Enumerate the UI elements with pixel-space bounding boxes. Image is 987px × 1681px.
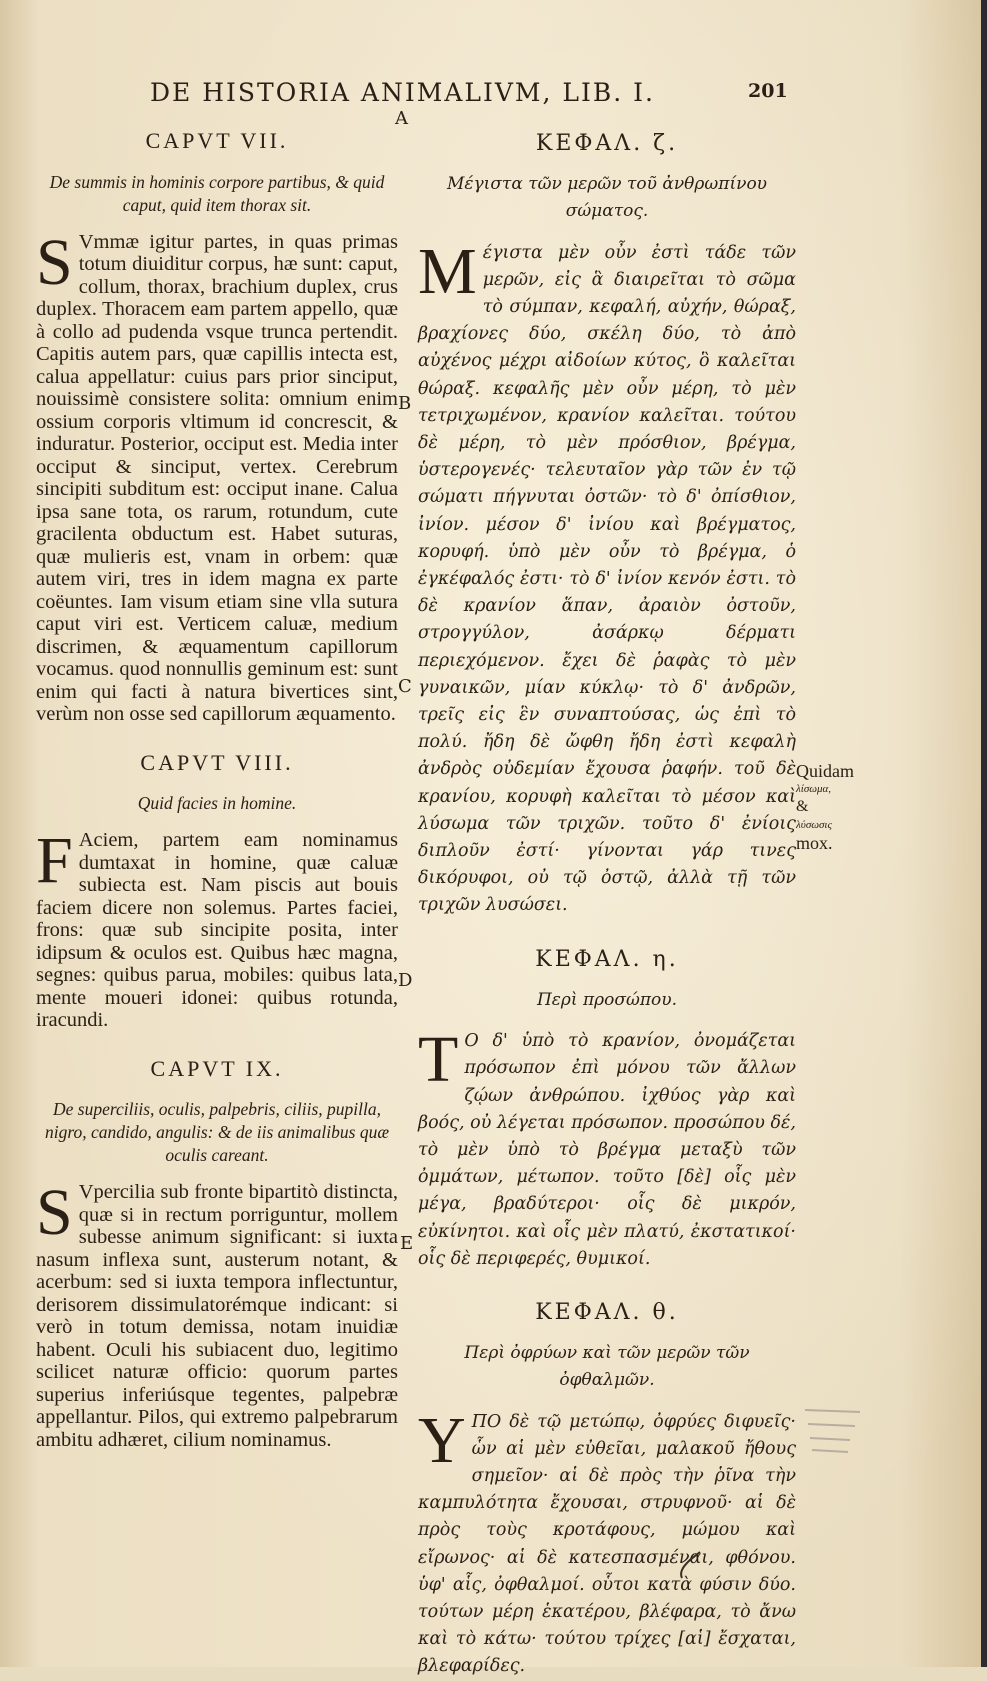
greek-chapter-9-title: ΚΕΦΑΛ. θ. — [535, 1299, 679, 1325]
latin-chapter-8-title: CAPVT VIII. — [140, 749, 294, 775]
latin-chapter-8-body — [36, 824, 398, 1032]
drop-capital: F — [36, 824, 73, 897]
greek-chapter-7-text: έγιστα μὲν οὖν ἐστὶ τάδε τῶν μερῶν, εἰς ἃ διαιρεῖται τὸ σῶμα τὸ σύμπαν, κεφαλή, αὐχήν, θώραξ, βραχίονες δύο, σκέλη δύο, τὸ ἀπὸ αὐχένος μέχρι αἰδοίων κύτος, ὃ καλεῖται θώραξ. κεφαλῆς μὲν οὖν μέρη, τὸ μὲν τετριχωμένον, κρανίον καλεῖται. τούτου δὲ μέρη, τὸ μὲν πρόσθιον, βρέγμα, ὑστερογενές· τελευταῖον γὰρ τῶν ἐν τῷ σώματι πήγνυται ὀστῶν· τὸ δ' ὀπίσθιον, ἰνίον. μέσον δ' ἰνίου καὶ βρέγματος, κορυφή. ὑπὸ μὲν οὖν τὸ βρέγμα, ὁ ἐγκέφαλός ἐστι· τὸ δ' ἰνίον κενόν ἐστι. τὸ δὲ κρανίον ἅπαν, ἀραιὸν ὀστοῦν, στρογγύλον, ἀσάρκῳ δέρματι περιεχόμενον. ἔχει δὲ ῥαφὰς τὸ μὲν γυναικῶν, μίαν κύκλῳ· τὸ δ' ἀνδρῶν, τρεῖς εἰς ἓν συναπτούσας, ὡς ἐπὶ τὸ πολύ. ἤδη δὲ ὤφθη ἤδη ἐστὶ κεφαλὴ ἀνδρὸς οὐδεμίαν ἔχουσα ῥαφήν. τοῦ δὲ κρανίου, κορυφὴ καλεῖται τὸ μέσον καὶ λύσωμα τῶν τριχῶν. τοῦτο δ' ἐνίοις διπλοῦν ἐστί· γίνονται γάρ τινες δικόρυφοι, οὐ τῷ ὀστῷ, ἀλλὰ τῇ τῶν τριχῶν λυσώσει. — [418, 242, 796, 916]
margin-note-ampersand: & — [796, 798, 809, 815]
running-title: DE HISTORIA ANIMALIVM, LIB. I. — [150, 78, 655, 107]
drop-capital: Μ — [418, 234, 477, 308]
margin-note-word: Quidam — [796, 761, 854, 781]
latin-chapter-9-body — [36, 1176, 398, 1451]
latin-chapter-9-subtitle: De superciliis, oculis, palpebris, ciliis, pupilla, nigro, candido, angulis: & de iis animalibus quæ oculis careant. — [44, 1099, 389, 1165]
margin-note-word: mox. — [796, 833, 833, 853]
marker-b: B — [398, 393, 412, 414]
latin-chapter-9-title: CAPVT IX. — [150, 1055, 284, 1081]
marker-d: D — [398, 970, 413, 991]
latin-chapter-7-text: Vmmæ igitur partes, in quas primas totum diuiditur corpus, hæ sunt: caput, collum, thorax, brachium duplex, crus duplex. Thoracem eam partem appello, quæ à collo ad pudenda vsque trunca pertendit. Capitis autem pars, quæ capillis intecta est, calua appellatur: cuius pars prior sinciput, nouissimè consistere solita: omnium enim ossium corporis vltimum id concrescit, & induratur. Posterior, occiput est. Media inter occiput & sinciput, vertex. Cerebrum sincipiti subditum est: occiput inane. Calua ipsa sane tota, os rarum, rotundum, cute gracilenta obductum est. Habet suturas, quæ mulieris est, vnam in orbem: quæ autem viri, tres in idem magna ex parte coëuntes. Iam visum etiam sine vlla sutura caput viri est. Verticem caluæ, medium discrimen, & æquamentum capillorum vocamus. quod nonnullis geminum est: sunt enim qui facti à natura bivertices sint, verùm non osse sed capillorum æquamento. — [36, 230, 398, 725]
latin-chapter-7-subtitle: De summis in hominis corpore partibus, & quid caput, quid item thorax sit. — [49, 171, 385, 215]
greek-chapter-9-text: ΠΟ δὲ τῷ μετώπῳ, ὀφρύες διφυεῖς· ὧν αἱ μὲν εὐθεῖαι, μαλακοῦ ἤθους σημεῖον· αἱ δὲ πρὸς τὴν ῥῖνα τὴν καμπυλότητα ἔχουσαι, στρυφνοῦ· αἱ δὲ πρὸς τοὺς κροτάφους, μώμου καὶ εἴρωνος· αἱ δὲ κατεσπασμέναι, φθόνου. ὑφ' αἷς, ὀφθαλμοί. οὗτοι κατὰ φύσιν δύο. τούτων μέρη ἑκατέρου, βλέφαρα, τὸ ἄνω καὶ τὸ κάτω· τούτου τρίχες [αἱ] ἔσχαται, βλεφαρίδες. — [418, 1411, 796, 1677]
drop-capital: Υ — [418, 1403, 466, 1477]
latin-chapter-8-subtitle: Quid facies in homine. — [137, 793, 297, 813]
drop-capital: S — [36, 225, 73, 299]
margin-note-greek: λίσωμα, — [796, 783, 832, 795]
greek-chapter-7-title: ΚΕΦΑΛ. ζ. — [535, 131, 679, 156]
greek-chapter-8-text: Ο δ' ὑπὸ τὸ κρανίον, ὀνομάζεται πρόσωπον ἐπὶ μόνου τῶν ἄλλων ζῴων ἀνθρώπου. ἰχθύος γὰρ καὶ βοός, οὐ λέγεται πρόσωπον. προσώπου δέ, τὸ μὲν ὑπὸ τὸ βρέγμα μεταξὺ τῶν ὀμμάτων, μέτωπον. τοῦτο [δὲ] οἷς μὲν μέγα, βραδύτεροι· οἷς δὲ μικρόν, εὐκίνητοι. καὶ οἷς μὲν πλατύ, ἐκστατικοί· οἷς δὲ περιφερές, θυμικοί. — [418, 1031, 796, 1269]
greek-chapter-8-subtitle: Περὶ προσώπου. — [536, 989, 678, 1010]
scribble-mark — [670, 1544, 710, 1584]
greek-chapter-7-body — [418, 234, 796, 920]
drop-capital: Τ — [418, 1023, 459, 1097]
margin-note-greek: λύσωσις — [796, 819, 832, 831]
latin-chapter-7-body — [36, 225, 398, 726]
marker-a: A — [395, 108, 408, 129]
marker-c: C — [398, 676, 412, 697]
latin-chapter-9-text: Vpercilia sub fronte bipartitò distincta, quæ si in rectum porriguntur, mollem subesse animum significant: si iuxta nasum inflexa sunt, austerum notant, & acerbum: sed si iuxta tempora inflectuntur, derisorem dissimulatorémque indicant: si verò in totum demissa, notam inuidiæ habent. Oculi his subiacent duo, legitimo scilicet naturæ officio: quorum partes superius inferiúsque tegentes, palpebræ appellantur. Pilos, qui extremo palpebrarum ambitu adhæret, cilium nominamus. — [36, 1181, 398, 1451]
page-edge — [981, 0, 987, 1667]
smudge-mark — [800, 1400, 870, 1460]
greek-chapter-8-title: ΚΕΦΑΛ. η. — [535, 946, 679, 972]
greek-chapter-7-subtitle: Μέγιστα τῶν μερῶν τοῦ ἀνθρωπίνου σώματος. — [446, 174, 768, 222]
bleed-through-smudge — [800, 1400, 880, 1463]
marker-e: E — [400, 1233, 414, 1254]
margin-note — [796, 762, 892, 852]
latin-chapter-8-text: Aciem, partem eam nominamus dumtaxat in homine, quæ caluæ subiecta est. Nam piscis aut bouis faciem dicere non solemus. Partes faciei, frons: quæ sub sincipite posita, inter idipsum & oculos est. Quibus hæc magna, segnes: quibus parua, mobiles: quibus lata, mente moueri idonei: quibus rotunda, iracundi. — [36, 829, 398, 1031]
drop-capital: S — [36, 1176, 73, 1249]
greek-chapter-9-subtitle: Περὶ ὀφρύων καὶ τῶν μερῶν τῶν ὀφθαλμῶν. — [464, 1343, 750, 1391]
latin-chapter-7-title: CAPVT VII. — [145, 128, 289, 153]
page-number: 201 — [748, 80, 788, 102]
latin-column — [36, 130, 398, 1451]
greek-column — [418, 130, 796, 1681]
greek-chapter-8-body — [418, 1023, 796, 1273]
ink-scribble — [670, 1544, 710, 1588]
greek-chapter-9-body — [418, 1403, 796, 1681]
